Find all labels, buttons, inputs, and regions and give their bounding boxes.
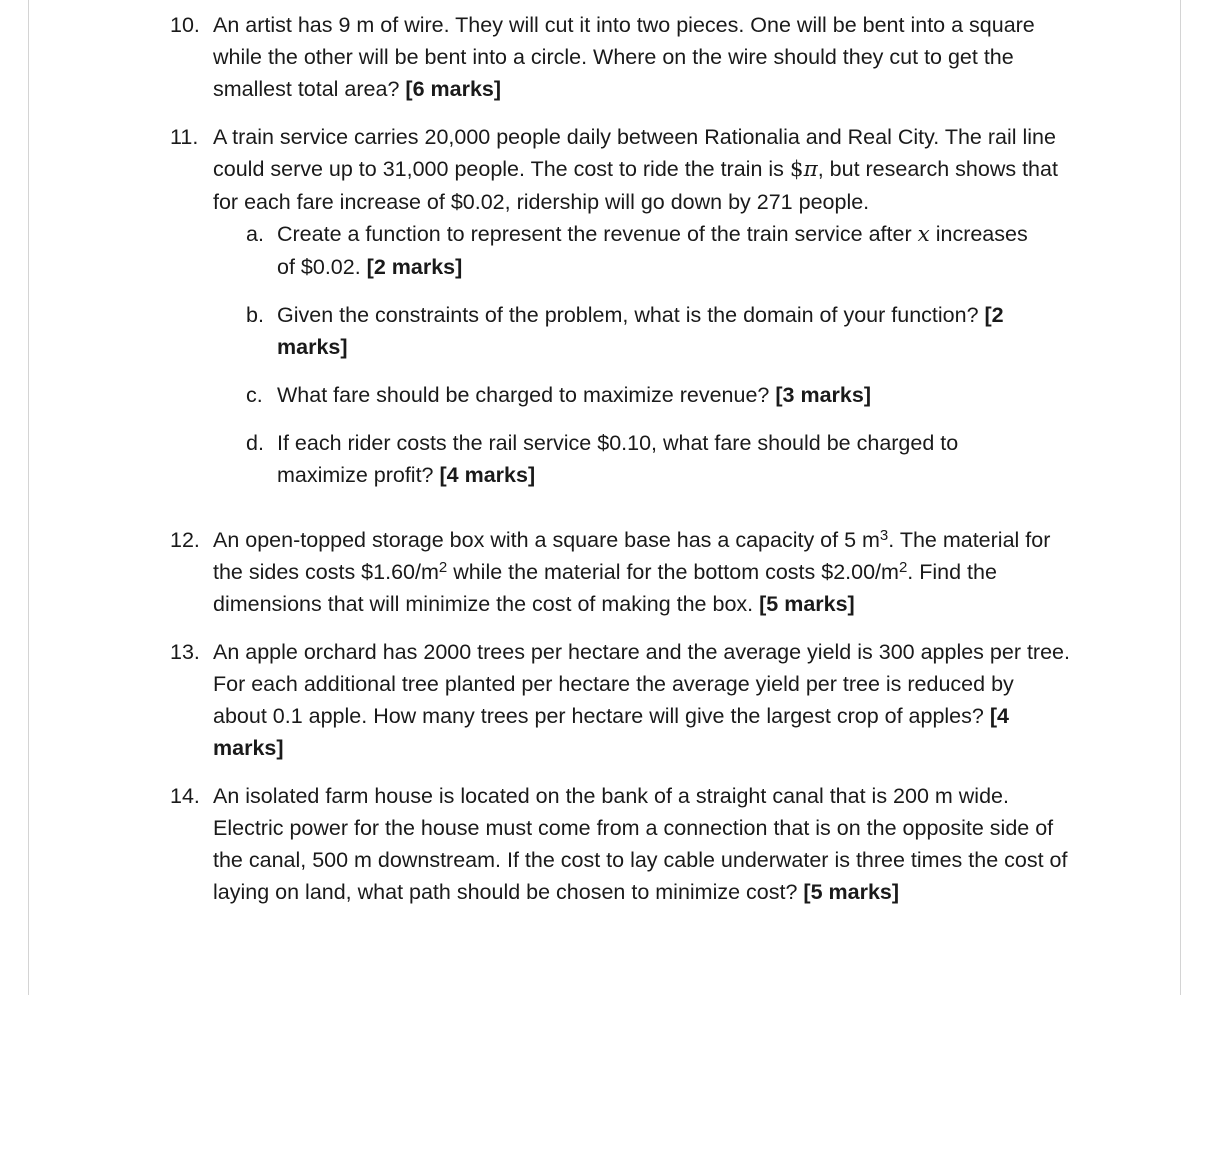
question-number: 14. — [170, 784, 200, 808]
question-text: An apple orchard has 2000 trees per hectare and the average yield is 300 apples per tree. For each additional tree planted per hectare the average yield per tree is reduced by about 0.1 apple. How many trees per hectare will give the largest crop of apples? — [213, 640, 1070, 728]
question-13 — [0, 636, 1073, 764]
question-text-cont: . The material for the sides costs $1.60/m — [213, 528, 1051, 584]
question-number: 12. — [170, 528, 200, 552]
question-text: An isolated farm house is located on the bank of a straight canal that is 200 m wide. Electric power for the house must come from a connection that is on the opposite side of the canal, 500 m downstream. If the cost to lay cable underwater is three times the cost of laying on land, what path should be chosen to minimize cost? — [213, 784, 1068, 904]
question-text-cont: , but research shows that for each fare increase of $0.02, ridership will go down by 271 people. — [213, 157, 1058, 214]
subpart-letter: b. — [246, 303, 264, 327]
superscript: 3 — [879, 527, 889, 544]
question-14 — [0, 780, 1073, 908]
subpart-letter: d. — [246, 431, 264, 455]
question-11b — [0, 299, 1037, 363]
pi-symbol: π — [803, 157, 818, 182]
subpart-letter: c. — [246, 383, 263, 407]
dollar-symbol: $ — [789, 157, 804, 182]
marks-label: [4 marks] — [213, 704, 1009, 760]
marks-label: [5 marks] — [759, 592, 855, 616]
marks-label: [5 marks] — [803, 880, 900, 904]
subpart-text: If each rider costs the rail service $0.10, what fare should be charged to maximize profit? — [277, 431, 959, 487]
subpart-text: Create a function to represent the revenue of the train service after — [277, 222, 918, 246]
marks-label: [2 marks] — [277, 303, 1004, 359]
question-number: 10. — [170, 13, 200, 37]
marks-label: [6 marks] — [405, 77, 502, 101]
question-10 — [0, 9, 1073, 105]
marks-label: [2 marks] — [366, 255, 463, 279]
question-text: An open-topped storage box with a square base has a capacity of 5 m — [213, 528, 880, 552]
question-11d — [0, 427, 1037, 491]
question-11c — [0, 379, 1037, 411]
question-number: 11. — [170, 125, 199, 149]
subpart-letter: a. — [246, 222, 264, 246]
question-text-cont: while the material for the bottom costs $2.00/m — [447, 560, 899, 584]
marks-label: [3 marks] — [775, 383, 871, 407]
question-list — [0, 9, 1206, 924]
subpart-text: Given the constraints of the problem, what is the domain of your function? — [277, 303, 979, 327]
spacer — [0, 507, 1206, 524]
subpart-text: What fare should be charged to maximize revenue? — [277, 383, 770, 407]
question-text: A train service carries 20,000 people daily between Rationalia and Real City. The rail line could serve up to 31,000 people. The cost to ride the train is — [213, 125, 1056, 181]
subpart-text-cont: increases of $0.02. — [277, 222, 1028, 279]
question-text: An artist has 9 m of wire. They will cut it into two pieces. One will be bent into a square while the other will be bent into a circle. Where on the wire should they cut to get the smallest total area? — [213, 13, 1035, 101]
question-number: 13. — [170, 640, 200, 664]
question-11a — [0, 218, 1037, 283]
question-11 — [0, 121, 1073, 218]
question-text-cont: . Find the dimensions that will minimize the cost of making the box. — [213, 560, 997, 616]
superscript: 2 — [438, 559, 448, 576]
variable-x: x — [917, 222, 930, 247]
superscript: 2 — [898, 559, 908, 576]
question-12 — [0, 524, 1073, 620]
marks-label: [4 marks] — [439, 463, 536, 487]
